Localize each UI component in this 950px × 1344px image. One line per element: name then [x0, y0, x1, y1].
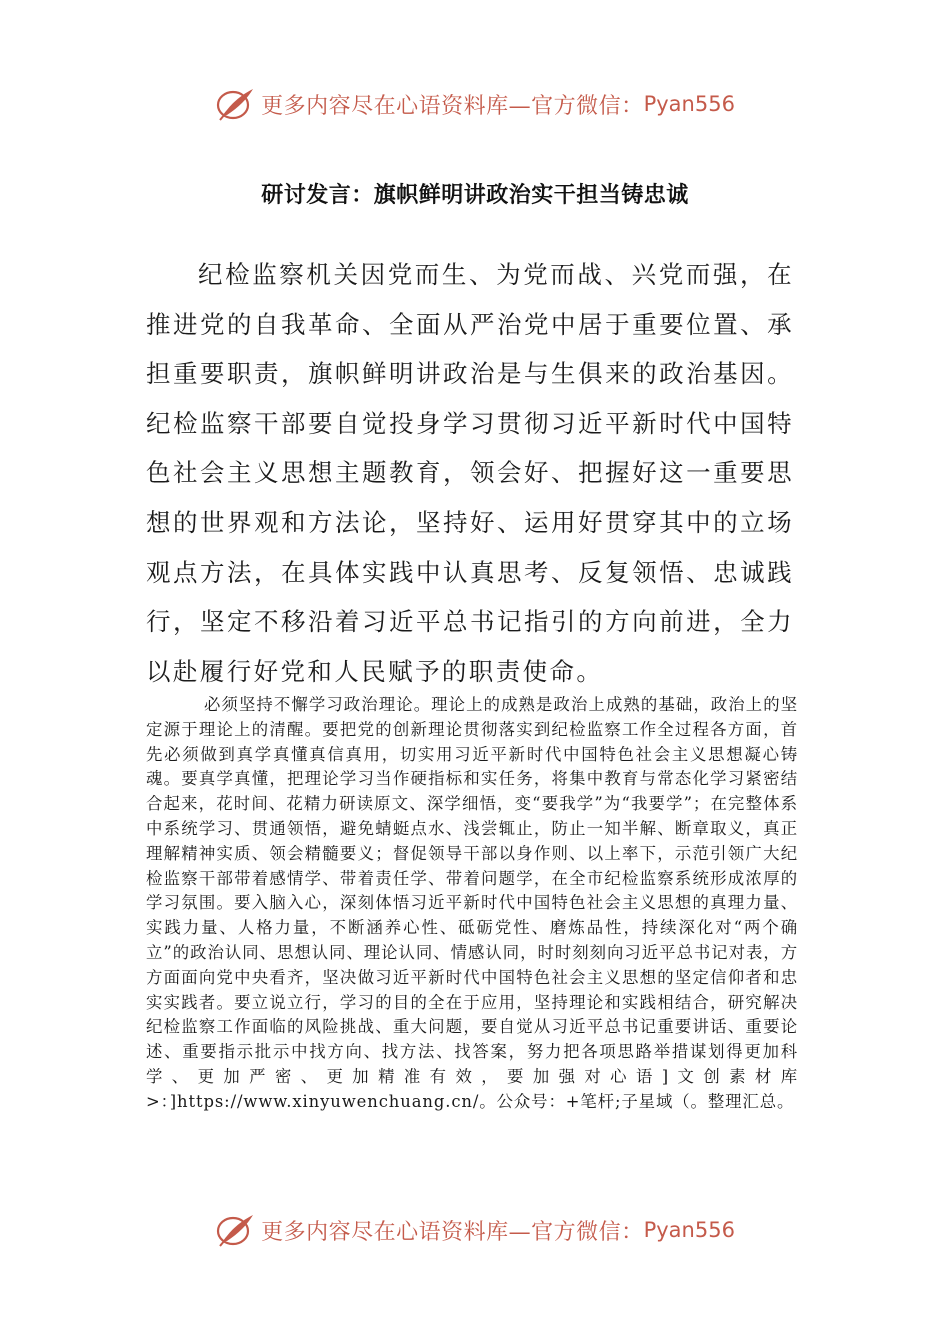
banner-text: 更多内容尽在心语资料库—官方微信： [261, 93, 644, 119]
lead-paragraph: 纪检监察机关因党而生、为党而战、兴党而强，在推进党的自我革命、全面从严治党中居于重要位置、承担重要职责，旗帜鲜明讲政治是与生俱来的政治基因。纪检监察干部要自觉投身学习贯彻习近平新时代中国特色社会主义思想主题教育，领会好、把握好这一重要思想的世界观和方法论，坚持好、运用好贯穿其中的立场观点方法，在具体实践中认真思考、反复领悟、忠诚践行，坚定不移沿着习近平总书记指引的方向前进，全力以赴履行好党和人民赋予的职责使命。 [146, 260, 794, 686]
quill-pen-logo-icon [215, 1211, 257, 1249]
banner-wechat-handle: Pyan556 [643, 92, 735, 116]
header-banner [0, 82, 950, 126]
quill-pen-logo-icon [215, 85, 257, 123]
body-paragraph: 必须坚持不懈学习政治理论。理论上的成熟是政治上成熟的基础，政治上的坚定源于理论上的清醒。要把党的创新理论贯彻落实到纪检监察工作全过程各方面，首先必须做到真学真懂真信真用，切实用习近平新时代中国特色社会主义思想凝心铸魂。要真学真懂，把理论学习当作硬指标和实任务，将集中教育与常态化学习紧密结合起来，花时间、花精力研读原文、深学细悟，变“要我学”为“我要学”；在完整体系中系统学习、贯通领悟，避免蜻蜓点水、浅尝辄止，防止一知半解、断章取义，真正理解精神实质、领会精髓要义；督促领导干部以身作则、以上率下，示范引领广大纪检监察干部带着感情学、带着责任学、带着问题学，在全市纪检监察系统形成浓厚的学习氛围。要入脑入心，深刻体悟习近平新时代中国特色社会主义思想的真理力量、实践力量、人格力量，不断涵养心性、砥砺党性、磨炼品性，持续深化对“两个确立”的政治认同、思想认同、理论认同、情感认同，时时刻刻向习近平总书记对表，方方面面向党中央看齐，坚决做习近平新时代中国特色社会主义思想的坚定信仰者和忠实实践者。要立说立行，学习的目的全在于应用，坚持理论和实践相结合，研究解决纪检监察工作面临的风险挑战、重大问题，要自觉从习近平总书记重要讲话、重要论述、重要指示批示中找方向、找方法、找答案，努力把各项思路举措谋划得更加科学、更加严密、更加精准有效，要加强对心语]文创素材库>：]https://www.xinyuwenchuang.cn/。公众号：+笔杆;子星域（。整理汇总。 [146, 695, 798, 1111]
banner-wechat-handle: Pyan556 [643, 1218, 735, 1242]
banner-text: 更多内容尽在心语资料库—官方微信： [261, 1219, 644, 1245]
footer-banner [0, 1208, 950, 1252]
page-title: 研讨发言：旗帜鲜明讲政治实干担当铸忠诚 [261, 183, 689, 208]
